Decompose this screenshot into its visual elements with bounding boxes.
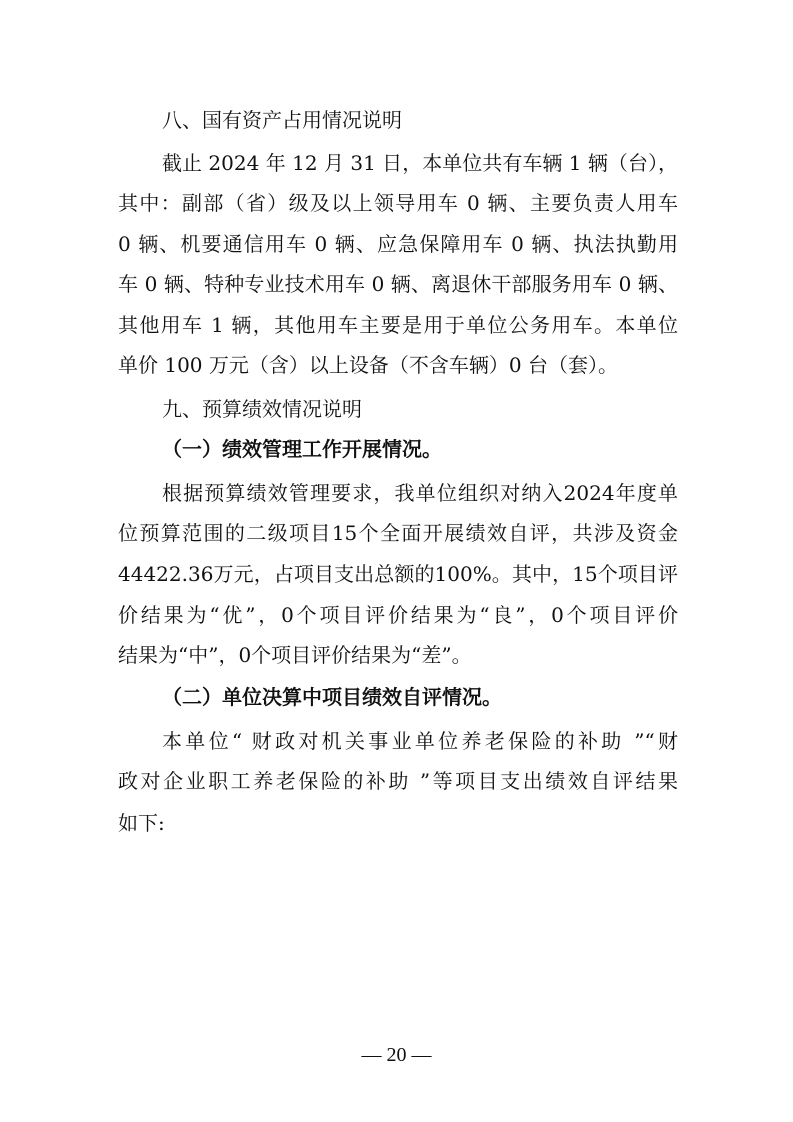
paragraph-line: 车 0 辆、特种专业技术用车 0 辆、离退休干部服务用车 0 辆、 bbox=[118, 272, 678, 296]
paragraph-line: 位预算范围的二级项目15个全面开展绩效自评，共涉及资金 bbox=[118, 521, 678, 545]
paragraph-line: 根据预算绩效管理要求，我单位组织对纳入2024年度单 bbox=[162, 481, 678, 505]
subsection-1-heading: （一）绩效管理工作开展情况。 bbox=[162, 437, 442, 461]
paragraph-line: 政对企业职工养老保险的补助 ”等项目支出绩效自评结果 bbox=[118, 769, 678, 793]
paragraph-line: 如下: bbox=[118, 811, 165, 835]
paragraph-line: 44422.36万元，占项目支出总额的100%。其中，15个项目评 bbox=[118, 562, 678, 586]
paragraph-line: 0 辆、机要通信用车 0 辆、应急保障用车 0 辆、执法执勤用 bbox=[118, 232, 678, 256]
section-9-heading: 九、预算绩效情况说明 bbox=[162, 397, 362, 421]
subsection-2-heading: （二）单位决算中项目绩效自评情况。 bbox=[162, 685, 502, 709]
paragraph-line: 单价 100 万元（含）以上设备（不含车辆）0 台（套）。 bbox=[118, 353, 618, 377]
paragraph-line: 本单位“ 财政对机关事业单位养老保险的补助 ”“财 bbox=[162, 729, 678, 753]
paragraph-line: 其中：副部（省）级及以上领导用车 0 辆、主要负责人用车 bbox=[118, 191, 678, 215]
section-8-heading: 八、国有资产占用情况说明 bbox=[162, 108, 402, 132]
paragraph-line: 结果为“中”，0个项目评价结果为“差”。 bbox=[118, 643, 472, 667]
paragraph-line: 价结果为“优”，0个项目评价结果为“良”，0个项目评价 bbox=[118, 603, 678, 627]
paragraph-line: 截止 2024 年 12 月 31 日，本单位共有车辆 1 辆（台）， bbox=[162, 151, 678, 175]
page-number: — 20 — bbox=[361, 1044, 432, 1066]
paragraph-line: 其他用车 1 辆，其他用车主要是用于单位公务用车。本单位 bbox=[118, 313, 678, 337]
